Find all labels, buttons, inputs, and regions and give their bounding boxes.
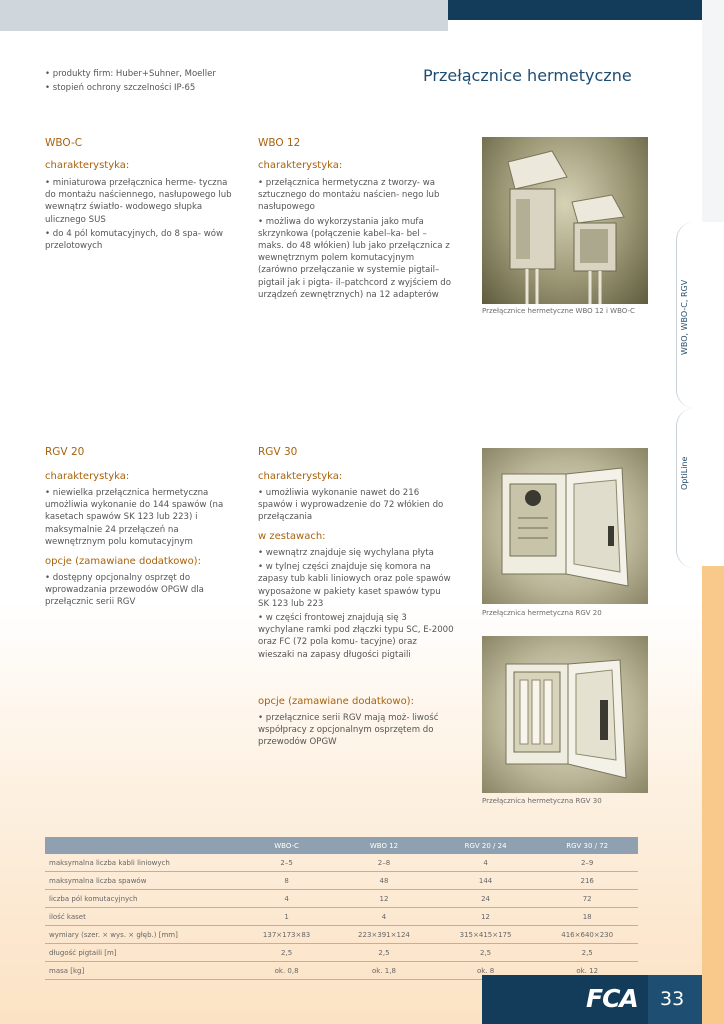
- set-item: • wewnątrz znajduje się wychylana płyta: [258, 548, 434, 558]
- column-header: WBO 12: [333, 837, 435, 854]
- rgv30-set-items: [258, 547, 454, 663]
- table-cell: 416×640×230: [536, 926, 638, 944]
- table-cell: 48: [333, 872, 435, 890]
- page-number: 33: [660, 988, 685, 1010]
- row-label: wymiary (szer. × wys. × głęb.) [mm]: [45, 926, 240, 944]
- rgv20-cabinet-illustration: [482, 448, 648, 604]
- feature-item: • do 4 pól komutacyjnych, do 8 spa- wów przelotowych: [45, 228, 224, 252]
- table-cell: 12: [333, 890, 435, 908]
- option-item: • dostępny opcjonalny osprzęt do wprowadzania przewodów OPGW dla przełącznic serii RGV: [45, 573, 204, 608]
- column-header: RGV 30 / 72: [536, 837, 638, 854]
- column-header: RGV 20 / 24: [435, 837, 537, 854]
- rgv30-cabinet-illustration: [482, 636, 648, 793]
- wbo-enclosures-illustration: [482, 137, 648, 304]
- rgv30-set-heading: w zestawach:: [258, 531, 326, 542]
- top-navy-bar: [448, 0, 724, 20]
- row-label: maksymalna liczba spawów: [45, 872, 240, 890]
- photo-rgv20: [482, 448, 648, 604]
- table-row: [45, 926, 638, 944]
- wbo12-features: [258, 177, 454, 303]
- spec-table: [45, 837, 638, 980]
- rgv20-options-heading: opcje (zamawiane dodatkowo):: [45, 556, 201, 567]
- table-cell: 315×415×175: [435, 926, 537, 944]
- feature-item: • miniaturowa przełącznica herme- tyczna do montażu naściennego, nasłupowego lub wewnątrz światło- wodowego słupka ulicznego SUS: [45, 178, 232, 225]
- rgv20-subheading: charakterystyka:: [45, 471, 130, 482]
- table-cell: 24: [435, 890, 537, 908]
- row-label: długość pigtaili [m]: [45, 944, 240, 962]
- top-decor-bar: [0, 0, 448, 31]
- row-label: ilość kaset: [45, 908, 240, 926]
- wbo12-subheading: charakterystyka:: [258, 160, 343, 171]
- feature-item: • przełącznica hermetyczna z tworzy- wa sztucznego do montażu naścien- nego lub nasłupowego: [258, 178, 440, 213]
- caption-wbo: Przełącznice hermetyczne WBO 12 i WBO-C: [482, 307, 635, 315]
- right-orange-strip: [702, 566, 724, 1024]
- table-row: [45, 944, 638, 962]
- table-cell: 12: [435, 908, 537, 926]
- photo-wbo: [482, 137, 648, 304]
- table-cell: 4: [435, 854, 537, 872]
- table-cell: ok. 1,8: [333, 962, 435, 980]
- table-cell: ok. 8: [435, 962, 537, 980]
- table-cell: 2,5: [240, 944, 333, 962]
- rgv30-heading: RGV 30: [258, 446, 298, 458]
- table-cell: 8: [240, 872, 333, 890]
- header-bullet: • produkty firm: Huber+Suhner, Moeller: [45, 69, 216, 79]
- table-cell: 2,5: [536, 944, 638, 962]
- caption-rgv20: Przełącznica hermetyczna RGV 20: [482, 609, 602, 617]
- column-header: WBO-C: [240, 837, 333, 854]
- table-row: [45, 890, 638, 908]
- table-cell: 4: [240, 890, 333, 908]
- side-tab-label-optiline: OptiLine: [680, 456, 689, 490]
- wbo12-heading: WBO 12: [258, 137, 301, 149]
- rgv30-options-heading: opcje (zamawiane dodatkowo):: [258, 696, 414, 707]
- table-cell: 2,5: [435, 944, 537, 962]
- side-tab-label-wbo: WBO, WBO-C, RGV: [680, 279, 689, 355]
- fca-logo: FCA: [586, 984, 638, 1013]
- table-header-row: [45, 837, 638, 854]
- table-cell: 2–5: [240, 854, 333, 872]
- feature-item: • umożliwia wykonanie nawet do 216 spawów i wyprowadzenie do 72 włókien do przełączania: [258, 488, 444, 523]
- table-cell: 216: [536, 872, 638, 890]
- caption-rgv30: Przełącznica hermetyczna RGV 30: [482, 797, 602, 805]
- rgv30-options: [258, 712, 454, 751]
- feature-item: • niewielka przełącznica hermetyczna umożliwia wykonanie do 144 spawów (na kasetach spawów SK 123 lub 223) i maksymalnie 24 przełączeń na wewnętrznym polu komutacyjnym: [45, 488, 224, 547]
- set-item: • w części frontowej znajdują się 3 wychylane ramki pod złączki typu SC, E-2000 oraz FC (72 pola komu- tacyjne) oraz wieszaki na zapasy długości pigtaili: [258, 613, 454, 660]
- table-cell: 2,5: [333, 944, 435, 962]
- table-row: [45, 908, 638, 926]
- wboc-heading: WBO-C: [45, 137, 83, 149]
- rgv20-features: [45, 487, 235, 550]
- rgv20-options: [45, 572, 241, 611]
- table-cell: ok. 12: [536, 962, 638, 980]
- table-cell: 1: [240, 908, 333, 926]
- column-header: [45, 837, 240, 854]
- table-cell: 18: [536, 908, 638, 926]
- table-row: [45, 872, 638, 890]
- feature-item: • możliwa do wykorzystania jako mufa skrzynkowa (połączenie kabel–ka- bel – maks. do 48 włókien) lub jako przełącznica z wewnętrznym polem komutacyjnym (zarówno przełączanie w systemie pigtail–pigtail jak i pigta- il–patchcord z wyjściem do urządzeń zewnętrznych) na 12 adapterów: [258, 216, 452, 300]
- photo-rgv30: [482, 636, 648, 793]
- table-cell: 4: [333, 908, 435, 926]
- page-title: Przełącznice hermetyczne: [423, 66, 632, 85]
- wboc-features: [45, 177, 235, 254]
- table-cell: 2–9: [536, 854, 638, 872]
- option-item: • przełącznice serii RGV mają moż- liwość współpracy z opcjonalnym osprzętem do przewodów OPGW: [258, 713, 439, 748]
- row-label: maksymalna liczba kabli liniowych: [45, 854, 240, 872]
- table-cell: ok. 0,8: [240, 962, 333, 980]
- table-cell: 144: [435, 872, 537, 890]
- header-bullet: • stopień ochrony szczelności IP-65: [45, 83, 196, 93]
- wboc-subheading: charakterystyka:: [45, 160, 130, 171]
- table-cell: 137×173×83: [240, 926, 333, 944]
- table-cell: 2–8: [333, 854, 435, 872]
- set-item: • w tylnej części znajduje się komora na zapasy tub kabli liniowych oraz pole spawów wyposażone w pakiety kaset spawów typu SK 123 lub 223: [258, 562, 451, 609]
- row-label: masa [kg]: [45, 962, 240, 980]
- rgv30-features: [258, 487, 448, 526]
- rgv30-subheading: charakterystyka:: [258, 471, 343, 482]
- table-row: [45, 854, 638, 872]
- rgv20-heading: RGV 20: [45, 446, 85, 458]
- header-bullets: [45, 67, 216, 95]
- row-label: liczba pól komutacyjnych: [45, 890, 240, 908]
- table-cell: 223×391×124: [333, 926, 435, 944]
- table-cell: 72: [536, 890, 638, 908]
